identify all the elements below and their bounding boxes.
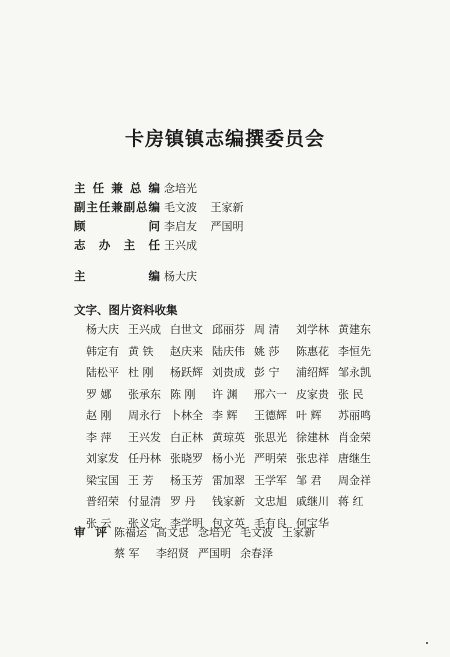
contributor-name: 黄琼英 — [212, 430, 245, 444]
contributor-name: 陈 刚 — [170, 387, 196, 401]
review-names-row-1 — [114, 524, 324, 540]
contributor-name: 陈惠花 — [296, 344, 329, 358]
contributor-name: 邹永凯 — [338, 366, 371, 379]
chief-editor-label-char: 主 — [74, 269, 86, 283]
role-label-char: 编 — [148, 181, 160, 195]
contributor-name: 张 民 — [338, 387, 364, 401]
role-label-char: 副 — [123, 200, 136, 214]
contributor-name: 钱家新 — [212, 495, 245, 508]
contributor-name: 罗 娜 — [86, 387, 112, 401]
role-label-char: 志 — [74, 238, 86, 252]
contributor-name: 叶 辉 — [296, 409, 322, 422]
contributor-name: 刘家发 — [86, 452, 119, 465]
contributor-name: 李恒先 — [338, 344, 371, 358]
reviewer-name: 王家新 — [282, 526, 315, 539]
chief-editor-name: 杨大庆 — [164, 270, 197, 283]
contributor-name: 普绍荣 — [86, 495, 119, 508]
role-label — [74, 218, 160, 234]
reviewer-name: 高文忠 — [156, 526, 189, 539]
contributor-name: 邢六一 — [254, 387, 287, 401]
contributor-name: 王德辉 — [254, 409, 287, 422]
contributor-name: 王 芳 — [128, 473, 154, 487]
review-section — [74, 524, 324, 566]
role-names: 王兴成 — [164, 239, 197, 252]
role-label — [74, 199, 160, 215]
contributor-name: 文忠旭 — [254, 495, 287, 508]
contributor-name: 任丹林 — [128, 452, 161, 465]
contributor-name: 肖金荣 — [338, 430, 371, 444]
reviewer-name: 李绍贤 — [156, 547, 189, 560]
contributor-name: 张义定 — [128, 516, 161, 530]
chief-editor-label-char: 编 — [148, 269, 160, 283]
reviewer-name: 余春泽 — [240, 547, 273, 560]
role-label-char: 问 — [148, 219, 160, 233]
contributor-name: 付显清 — [128, 495, 161, 508]
contributor-name: 陆松平 — [86, 366, 119, 379]
role-label-char: 兼 — [111, 200, 123, 214]
roles-list — [74, 180, 244, 256]
contributor-name: 梁宝国 — [86, 473, 119, 487]
role-label-char: 副 — [74, 200, 86, 214]
reviewer-name: 念培光 — [198, 526, 231, 539]
contributor-name: 张晓罗 — [170, 452, 203, 465]
contributor-name: 黄 铁 — [128, 344, 154, 358]
reviewer-name: 蔡 军 — [114, 547, 140, 560]
contributor-name: 白世文 — [170, 323, 203, 336]
role-label-char: 总 — [129, 181, 142, 195]
role-label-char: 任 — [148, 238, 160, 252]
contributor-name: 张思光 — [254, 430, 287, 444]
contributor-name: 唐继生 — [338, 452, 371, 465]
contributor-name: 王兴成 — [128, 323, 161, 336]
reviewer-name: 严国明 — [198, 547, 231, 560]
contributor-name: 周永行 — [128, 409, 161, 422]
contributor-name: 包文英 — [212, 516, 245, 530]
contributor-name: 李学明 — [170, 516, 203, 530]
page-title: 卡房镇镇志编撰委员会 — [124, 128, 325, 150]
collection-heading: 文字、图片资料收集 — [74, 303, 178, 317]
role-label-char: 办 — [98, 238, 111, 252]
role-label-char: 任 — [98, 200, 111, 214]
page-mark — [426, 642, 428, 644]
contributor-name: 刘贵成 — [212, 366, 245, 379]
contributor-name: 黄建东 — [338, 323, 371, 336]
contributor-name: 姚 莎 — [254, 344, 280, 358]
role-label-char: 主 — [74, 181, 86, 195]
contributor-name: 雷加翠 — [212, 473, 245, 487]
contributor-name: 杨小光 — [212, 452, 245, 465]
contributor-name: 赵 刚 — [86, 409, 112, 422]
contributor-name: 卜林全 — [170, 409, 203, 422]
contributor-name: 周金祥 — [338, 473, 371, 487]
role-names: 念培光 — [164, 182, 197, 195]
contributor-name: 李 辉 — [212, 409, 238, 422]
contributor-name: 杨跃辉 — [170, 366, 203, 379]
contributor-name: 杨大庆 — [86, 323, 119, 336]
contributor-name: 杨玉芳 — [170, 473, 203, 487]
contributor-name: 彭 宁 — [254, 366, 280, 379]
review-row-2 — [74, 545, 324, 566]
contributor-name: 周 清 — [254, 323, 280, 336]
contributor-name: 陆庆伟 — [212, 344, 245, 358]
role-row — [74, 218, 244, 237]
contributor-name: 何宝华 — [296, 516, 329, 530]
contributor-name: 杜 刚 — [128, 366, 154, 379]
role-label-char: 兼 — [111, 181, 123, 195]
contributor-name: 邹 君 — [296, 473, 322, 487]
contributor-name: 严明荣 — [254, 452, 287, 465]
contributor-name: 张忠祥 — [296, 452, 329, 465]
role-names: 李启友 严国明 — [164, 220, 244, 233]
contributor-name: 苏丽鸣 — [338, 409, 371, 422]
role-label-char: 任 — [92, 181, 105, 195]
role-row — [74, 199, 244, 218]
role-label-char: 顾 — [74, 219, 86, 233]
role-label — [74, 180, 160, 196]
contributor-name: 张 云 — [86, 516, 112, 530]
contributor-name: 毛有良 — [254, 516, 287, 530]
contributor-name: 张承东 — [128, 387, 161, 401]
role-label-char: 总 — [136, 200, 148, 214]
role-row — [74, 180, 244, 199]
contributor-name: 罗 丹 — [170, 495, 196, 508]
reviewer-name: 陈福运 — [114, 526, 147, 539]
chief-editor-row — [74, 268, 197, 284]
contributor-name: 浦绍辉 — [296, 366, 329, 379]
contributor-name: 邱丽芬 — [212, 323, 245, 336]
role-label-char: 编 — [148, 200, 160, 214]
role-label-char: 主 — [86, 200, 98, 214]
contributor-name: 刘学林 — [296, 323, 329, 336]
role-names: 毛文波 王家新 — [164, 201, 244, 214]
contributor-name: 许 渊 — [212, 387, 238, 401]
chief-editor-label — [74, 268, 160, 284]
contributor-name: 徐建林 — [296, 430, 329, 444]
role-label-char: 主 — [123, 238, 136, 252]
review-names-row-2 — [114, 545, 282, 561]
contributor-name: 赵庆来 — [170, 344, 203, 358]
contributor-name: 戚继川 — [296, 495, 329, 508]
review-row-1 — [74, 524, 324, 545]
contributor-name: 蒋 红 — [338, 495, 364, 508]
role-row — [74, 237, 244, 256]
role-label — [74, 237, 160, 253]
contributor-name: 王兴发 — [128, 430, 161, 444]
collection-names-grid — [86, 322, 380, 532]
contributor-name: 白正林 — [170, 430, 203, 444]
contributor-name: 王学军 — [254, 473, 287, 487]
contributor-name: 皮家贵 — [296, 387, 329, 401]
contributor-name: 韩定有 — [86, 344, 119, 358]
contributor-name: 李 萍 — [86, 430, 112, 444]
reviewer-name: 毛文波 — [240, 526, 273, 539]
review-label: 审 评 — [74, 525, 108, 539]
